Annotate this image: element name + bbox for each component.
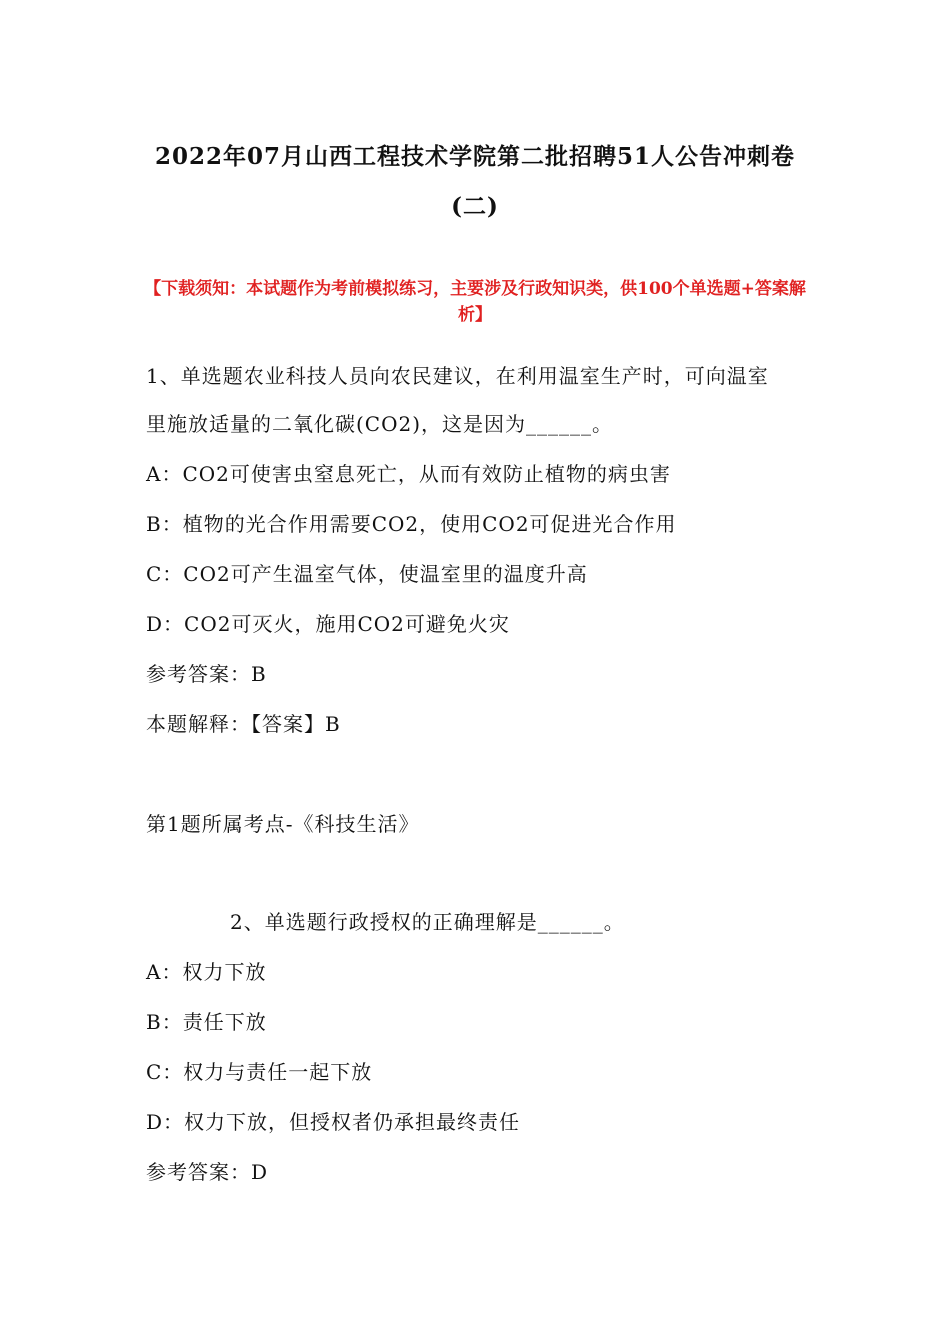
question-1-option-b: B：植物的光合作用需要CO2，使用CO2可促进光合作用 (146, 512, 677, 536)
document-title: 2022年07月山西工程技术学院第二批招聘51人公告冲刺卷 (154, 143, 796, 170)
question-1-option-a: A：CO2可使害虫窒息死亡，从而有效防止植物的病虫害 (146, 462, 671, 486)
question-1-answer: 参考答案：B (146, 662, 267, 686)
question-2-option-d: D：权力下放，但授权者仍承担最终责任 (146, 1110, 521, 1134)
document-title-subtitle: (二) (451, 193, 499, 220)
question-2-option-b: B：责任下放 (146, 1010, 267, 1034)
question-2-option-c: C：权力与责任一起下放 (146, 1060, 373, 1084)
question-2-stem-line1: 2、单选题行政授权的正确理解是______。 (230, 910, 625, 934)
question-1-stem-line1: 1、单选题农业科技人员向农民建议，在利用温室生产时，可向温室 (146, 364, 769, 388)
question-1-explanation: 本题解释：【答案】B (146, 712, 341, 736)
question-1-option-c: C：CO2可产生温室气体，使温室里的温度升高 (146, 562, 588, 586)
question-1-option-d: D：CO2可灭火，施用CO2可避免火灾 (146, 612, 510, 636)
question-1-topic: 第1题所属考点-《科技生活》 (146, 812, 420, 836)
download-notice: 【下载须知：本试题作为考前模拟练习，主要涉及行政知识类，供100个单选题+答案解析】 (144, 279, 806, 325)
question-2-option-a: A：权力下放 (146, 960, 267, 984)
question-1-stem-line2: 里施放适量的二氧化碳(CO2)，这是因为______。 (146, 412, 614, 436)
question-2-answer: 参考答案：D (146, 1160, 269, 1184)
